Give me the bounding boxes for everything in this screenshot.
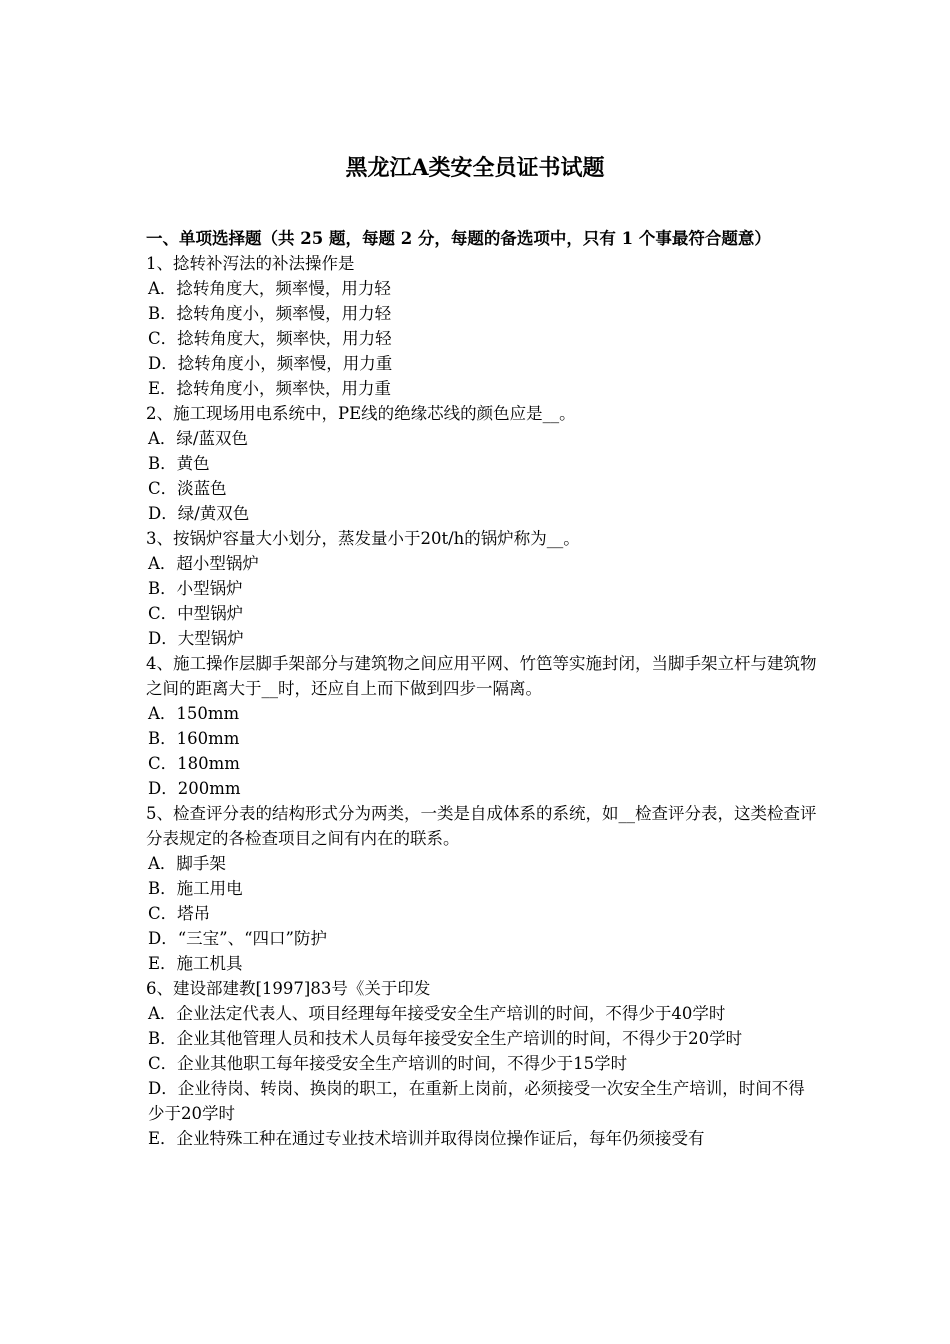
section-heading: 一、单项选择题（共 25 题，每题 2 分，每题的备选项中，只有 1 个事最符合题意） — [146, 229, 771, 248]
option-b: B．捻转角度小，频率慢，用力轻 — [148, 304, 392, 323]
question-text: 2、施工现场用电系统中，PE线的绝缘芯线的颜色应是__。 — [146, 404, 576, 423]
question-text: 6、建设部建教[1997]83号《关于印发 — [146, 979, 431, 998]
option-d: D．200mm — [148, 779, 241, 798]
question-5 — [146, 801, 818, 976]
option-d: D．捻转角度小，频率慢，用力重 — [148, 354, 393, 373]
option-e: E．企业特殊工种在通过专业技术培训并取得岗位操作证后，每年仍须接受有 — [148, 1129, 705, 1148]
option-d: D．企业待岗、转岗、换岗的职工，在重新上岗前，必须接受一次安全生产培训，时间不得少于20学时 — [148, 1079, 805, 1123]
option-d: D．大型锅炉 — [148, 629, 244, 648]
option-b: B．160mm — [148, 729, 240, 748]
question-text: 1、捻转补泻法的补法操作是 — [146, 254, 355, 273]
question-2 — [146, 401, 818, 526]
question-6 — [146, 976, 818, 1151]
question-text: 3、按锅炉容量大小划分，蒸发量小于20t/h的锅炉称为__。 — [146, 529, 580, 548]
option-d: D．绿/黄双色 — [148, 504, 250, 523]
option-a: A．绿/蓝双色 — [148, 429, 248, 448]
option-c: C．中型锅炉 — [148, 604, 244, 623]
question-1 — [146, 251, 818, 401]
option-a: A．150mm — [148, 704, 240, 723]
option-b: B．企业其他管理人员和技术人员每年接受安全生产培训的时间，不得少于20学时 — [148, 1029, 743, 1048]
option-c: C．塔吊 — [148, 904, 211, 923]
option-e: E．施工机具 — [148, 954, 243, 973]
option-a: A．脚手架 — [148, 854, 226, 873]
question-text: 4、施工操作层脚手架部分与建筑物之间应用平网、竹笆等实施封闭，当脚手架立杆与建筑物之间的距离大于__时，还应自上而下做到四步一隔离。 — [146, 654, 817, 698]
question-4 — [146, 651, 818, 801]
option-c: C．捻转角度大，频率快，用力轻 — [148, 329, 392, 348]
option-c: C．企业其他职工每年接受安全生产培训的时间，不得少于15学时 — [148, 1054, 628, 1073]
option-b: B．施工用电 — [148, 879, 243, 898]
document-body — [146, 226, 818, 1151]
option-e: E．捻转角度小，频率快，用力重 — [148, 379, 392, 398]
question-text: 5、检查评分表的结构形式分为两类，一类是自成体系的系统，如__检查评分表，这类检查评分表规定的各检查项目之间有内在的联系。 — [146, 804, 817, 848]
option-c: C．淡蓝色 — [148, 479, 227, 498]
option-a: A．企业法定代表人、项目经理每年接受安全生产培训的时间，不得少于40学时 — [148, 1004, 726, 1023]
option-c: C．180mm — [148, 754, 240, 773]
option-b: B．小型锅炉 — [148, 579, 243, 598]
option-b: B．黄色 — [148, 454, 210, 473]
option-a: A．超小型锅炉 — [148, 554, 259, 573]
option-a: A．捻转角度大，频率慢，用力轻 — [148, 279, 391, 298]
question-3 — [146, 526, 818, 651]
option-d: D．“三宝”、“四口”防护 — [148, 929, 327, 948]
document-title: 黑龙江A类安全员证书试题 — [345, 155, 605, 181]
